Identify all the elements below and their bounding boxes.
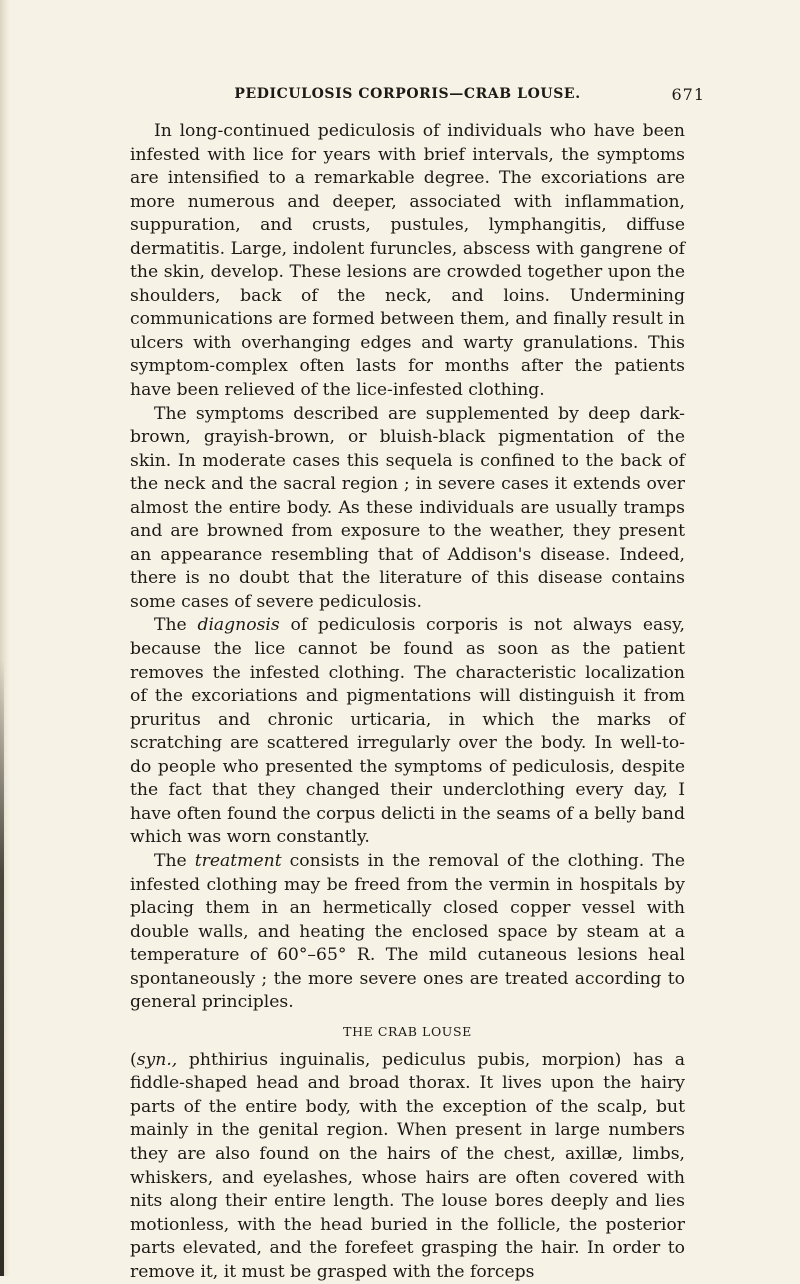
paragraph-text: The symptoms described are supplemented by deep dark-brown, grayish-brown, or bluish-black pigmentation of the skin. In moderate cases this sequela is confined to the back of the neck and the sacral region ; in severe cases it extends over almost the entire body. As these individuals are usually tramps and are browned from exposure to the weather, they present an appearance resembling that of Addison's disease. Indeed, there is no doubt that the literature of this disease contains some cases of severe pediculosis.: [130, 403, 685, 612]
paragraph-lead: (: [130, 1049, 137, 1070]
paragraph-lead: The: [154, 850, 195, 871]
paragraph-diagnosis: [130, 614, 685, 849]
diagnosis-term: diagnosis: [197, 615, 280, 636]
running-title: PEDICULOSIS CORPORIS—CRAB LOUSE.: [234, 86, 581, 102]
book-spine-edge: [0, 660, 4, 1276]
paragraph-treatment: [130, 850, 685, 1015]
paragraph-lead: The: [154, 615, 198, 636]
paragraph-text: of pediculosis corporis is not always easy, because the lice cannot be found as soon as the patient removes the infested clothing. The characteristic localization of the excoriations and pigmentations will distinguish it from pruritus and chronic urticaria, in which the marks of scratching are scattered irregularly over the body. In well-to-do people who presented the symptoms of pediculosis, despite the fact that they changed their underclothing every day, I have often found the corpus delicti in the seams of a belly band which was worn constantly.: [130, 615, 685, 848]
section-heading-crab-louse: THE CRAB LOUSE: [343, 1023, 472, 1039]
paragraph-text: In long-continued pediculosis of individuals who have been infested with lice for years with brief intervals, the symptoms are intensified to a remarkable degree. The excoriations are more numerous and deeper, associated with inflammation, suppuration, and crusts, pustules, lymphangitis, diffuse dermatitis. Large, indolent furuncles, abscess with gangrene of the skin, develop. These lesions are crowded together upon the shoulders, back of the neck, and loins. Undermining communications are formed between them, and finally result in ulcers with overhanging edges and warty granulations. This symptom-complex often lasts for months after the patients have been relieved of the lice-infested clothing.: [130, 121, 685, 401]
page-number: 671: [671, 85, 705, 104]
paragraph-chronic-pediculosis: [130, 120, 685, 403]
synonym-term: syn.,: [136, 1049, 178, 1070]
treatment-term: treatment: [194, 850, 282, 871]
running-head: [130, 85, 705, 112]
paragraph-pigmentation: [130, 403, 685, 615]
book-page: [130, 85, 705, 1284]
paragraph-crab-louse: [130, 1049, 685, 1284]
paragraph-text: consists in the removal of the clothing. The infested clothing may be freed from the vermin in hospitals by placing them in an hermetically closed copper vessel with double walls, and heating the enclosed space by steam at a temperature of 60°–65° R. The mild cutaneous lesions heal spontaneously ; the more severe ones are treated according to general principles.: [130, 850, 685, 1013]
paragraph-text: phthirius inguinalis, pediculus pubis, morpion) has a fiddle-shaped head and broad thorax. It lives upon the hairy parts of the entire body, with the exception of the scalp, but mainly in the genital region. When present in large numbers they are also found on the hairs of the chest, axillæ, limbs, whiskers, and eyelashes, whose hairs are often covered with nits along their entire length. The louse bores deeply and lies motionless, with the head buried in the follicle, the posterior parts elevated, and the forefeet grasping the hair. In order to remove it, it must be grasped with the forceps: [130, 1049, 685, 1282]
